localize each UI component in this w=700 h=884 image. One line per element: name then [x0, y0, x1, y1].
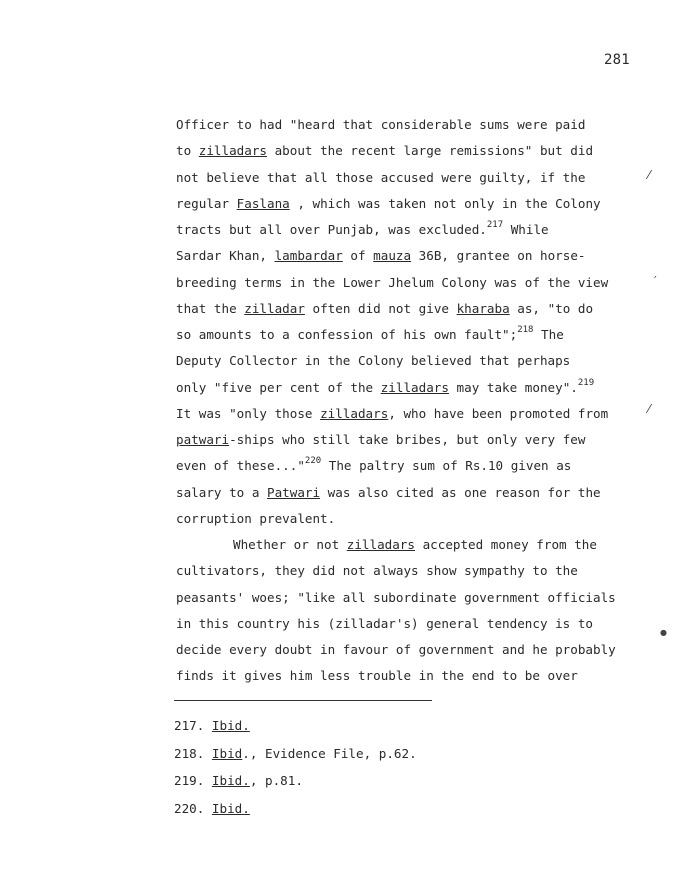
- underlined-term: lambardar: [274, 248, 343, 264]
- text-line: [176, 243, 676, 269]
- text-line: [176, 217, 676, 243]
- underlined-term: Ibid.: [211, 773, 250, 788]
- underlined-term: zilladars: [320, 405, 389, 421]
- text-run: decide every doubt in favour of government and he probably: [176, 642, 616, 657]
- margin-tick-mark: ′: [654, 274, 657, 288]
- text-run: , which was taken not only in the Colony: [289, 195, 601, 211]
- text-line: [176, 585, 676, 611]
- underlined-term: Ibid.: [211, 718, 250, 733]
- text-line: [176, 480, 676, 506]
- text-line: [176, 112, 676, 138]
- page-number: 281: [604, 52, 630, 68]
- text-line: [176, 138, 676, 164]
- text-run: , who have been promoted from: [388, 405, 609, 421]
- text-line: [176, 401, 676, 427]
- underlined-term: kharaba: [456, 300, 510, 316]
- footnote-ref: 218: [517, 325, 534, 335]
- text-line: [176, 348, 676, 374]
- text-run: salary to a: [176, 484, 267, 500]
- text-run: may take money".: [448, 379, 578, 395]
- text-run: as, "to do: [509, 300, 594, 316]
- text-run: about the recent large remissions" but did: [267, 143, 594, 159]
- text-line: [176, 453, 676, 479]
- text-line: [176, 296, 676, 322]
- underlined-term: Ibid.: [211, 800, 250, 816]
- text-run: in this country his (zilladar's) general tendency is to: [176, 615, 594, 631]
- underlined-term: mauza: [373, 248, 412, 264]
- text-run: regular: [176, 195, 237, 211]
- text-run: Deputy Collector in the Colony believed that perhaps: [176, 353, 571, 369]
- text-run: The: [533, 327, 564, 342]
- text-line: [176, 532, 676, 558]
- margin-tick-mark: ⁄: [648, 402, 651, 416]
- underlined-term: zilladars: [346, 537, 415, 552]
- text-line: [176, 375, 676, 401]
- text-run: cultivators, they did not always show sympathy to the: [176, 563, 578, 579]
- text-run: 220.: [174, 800, 212, 816]
- underlined-term: patwari: [176, 432, 230, 447]
- underlined-term: Faslana: [236, 195, 290, 211]
- text-run: corruption prevalent.: [176, 510, 336, 526]
- text-line: [176, 663, 676, 689]
- underlined-term: zilladars: [380, 379, 449, 395]
- text-line: [176, 558, 676, 584]
- text-run: even of these...": [176, 458, 305, 474]
- text-run: accepted money from the: [414, 537, 597, 552]
- text-run: It was "only those: [176, 405, 321, 421]
- text-run: breeding terms in the Lower Jhelum Colony was of the view: [176, 274, 609, 290]
- underlined-term: Patwari: [267, 484, 321, 500]
- underlined-term: Ibid: [211, 745, 243, 761]
- text-run: only "five per cent of the: [176, 379, 381, 395]
- body-text: [176, 112, 676, 690]
- text-line: [176, 322, 676, 348]
- text-run: ., Evidence File, p.62.: [242, 745, 417, 761]
- text-run: not believe that all those accused were guilty, if the: [176, 169, 586, 185]
- text-run: 36B, grantee on horse-: [411, 248, 586, 264]
- margin-tick-mark: ⁄: [648, 168, 651, 182]
- text-run: peasants' woes; "like all subordinate government officials: [176, 589, 616, 605]
- text-run: was also cited as one reason for the: [320, 484, 601, 500]
- text-line: [176, 637, 676, 663]
- footnote-ref: 217: [486, 220, 504, 230]
- text-run: often did not give: [304, 300, 457, 316]
- footnotes: [174, 712, 574, 822]
- footnote: [174, 740, 574, 768]
- footnote: [174, 795, 574, 823]
- footnote-ref: 219: [577, 377, 595, 388]
- text-run: While: [503, 222, 549, 237]
- text-run: 218.: [174, 745, 212, 761]
- footnote-ref: 220: [304, 456, 322, 467]
- footnote-rule: [174, 700, 432, 701]
- underlined-term: zilladar: [244, 300, 305, 316]
- text-run: -ships who still take bribes, but only very few: [229, 432, 586, 447]
- text-line: [176, 506, 676, 532]
- footnote: [174, 712, 574, 740]
- text-run: tracts but all over Punjab, was excluded.: [176, 222, 487, 237]
- text-line: [176, 191, 676, 217]
- text-run: 219.: [174, 773, 212, 788]
- text-line: [176, 165, 676, 191]
- text-run: of: [342, 248, 374, 264]
- text-run: 217.: [174, 718, 212, 733]
- text-run: The paltry sum of Rs.10 given as: [321, 458, 572, 474]
- text-run: to: [176, 143, 199, 159]
- text-line: [176, 270, 676, 296]
- text-run: Officer to had "heard that considerable sums were paid: [176, 117, 586, 132]
- margin-dot-mark: ●: [660, 628, 667, 637]
- text-run: Sardar Khan,: [176, 248, 275, 264]
- footnote: [174, 767, 574, 795]
- text-run: so amounts to a confession of his own fault";: [176, 327, 518, 342]
- text-line: [176, 611, 676, 637]
- underlined-term: zilladars: [198, 143, 267, 159]
- text-run: that the: [176, 300, 245, 316]
- text-line: [176, 427, 676, 453]
- text-run: Whether or not: [233, 537, 347, 552]
- text-run: , p.81.: [249, 773, 303, 788]
- text-run: finds it gives him less trouble in the end to be over: [176, 668, 578, 684]
